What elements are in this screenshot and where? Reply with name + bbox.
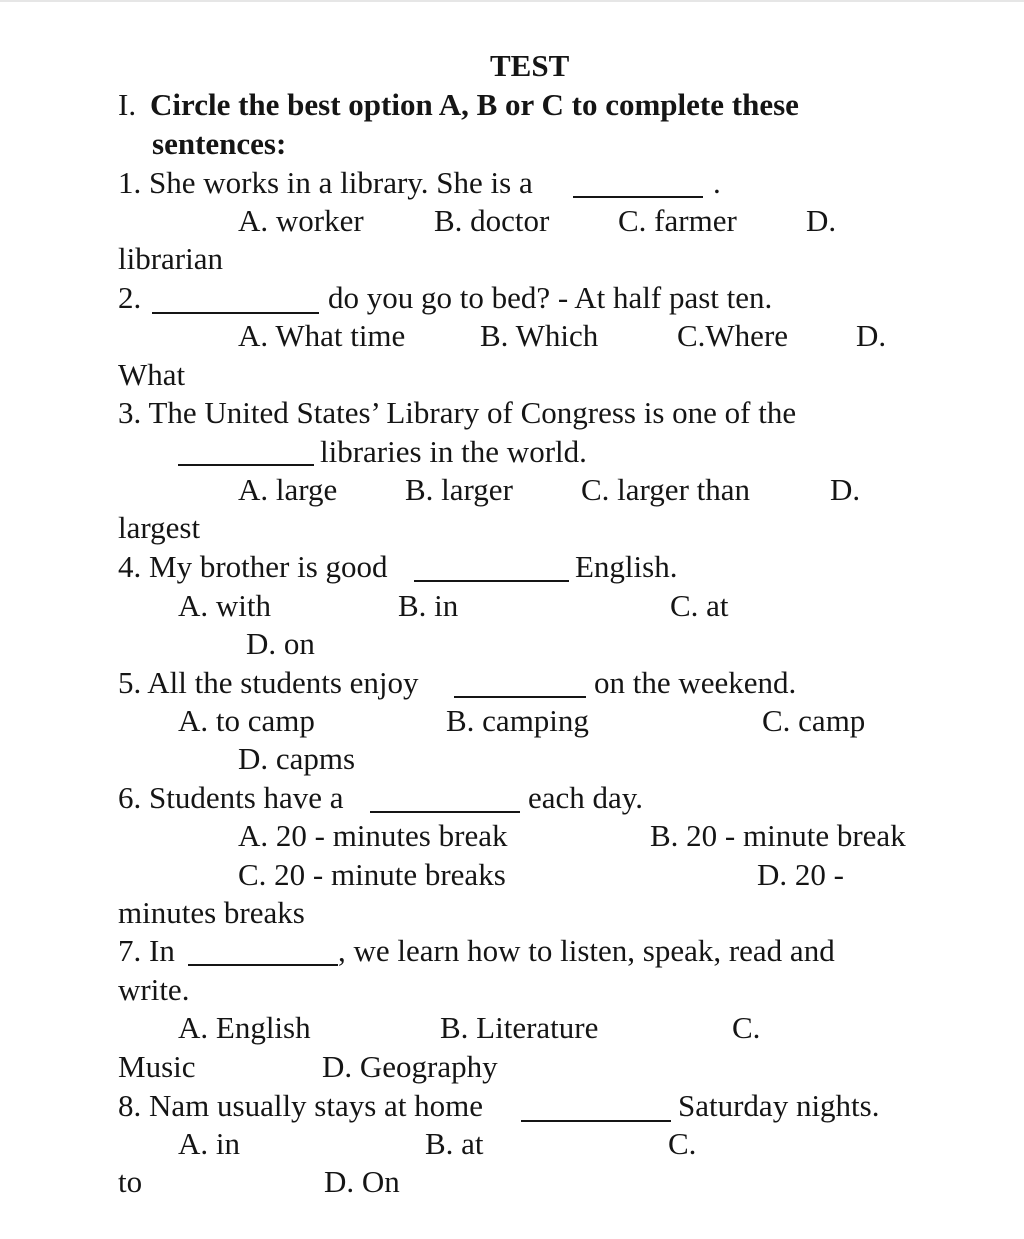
answer-blank[interactable] [188,964,338,966]
question-stem-cont: write. [118,972,190,1007]
option-d[interactable]: D. capms [238,741,356,776]
question-stem: 7. In [118,933,175,968]
option-c-text[interactable]: Music [118,1049,196,1084]
option-d[interactable]: D. [856,318,887,353]
option-c[interactable]: C. at [670,588,729,623]
option-d[interactable]: D. On [324,1164,400,1199]
answer-blank[interactable] [178,464,314,466]
option-b[interactable]: B. in [398,588,459,623]
answer-blank[interactable] [454,696,586,698]
option-c[interactable]: C. 20 - minute breaks [238,857,506,892]
question-stem-end: on the weekend. [594,665,797,700]
section-number: I. [118,87,137,122]
question-stem: 3. The United States’ Library of Congress is one of the [118,395,797,430]
question-stem-end: do you go to bed? - At half past ten. [328,280,773,315]
option-d[interactable]: D. [806,203,837,238]
option-b[interactable]: B. at [425,1126,484,1161]
option-b[interactable]: B. Which [480,318,599,353]
option-c-text[interactable]: to [118,1164,143,1199]
page-title: TEST [490,48,570,83]
option-b[interactable]: B. camping [446,703,589,738]
question-stem: 6. Students have a [118,780,344,815]
question-stem-end: Saturday nights. [678,1088,880,1123]
option-c[interactable]: C. camp [762,703,866,738]
answer-blank[interactable] [414,580,569,582]
answer-blank[interactable] [370,811,520,813]
option-a[interactable]: A. large [238,472,338,507]
question-stem-end: libraries in the world. [320,434,587,469]
question-stem: 1. She works in a library. She is a [118,165,533,200]
option-c[interactable]: C.Where [677,318,789,353]
option-a[interactable]: A. in [178,1126,240,1161]
option-d-text[interactable]: librarian [118,241,224,276]
question-stem-end: . [713,165,721,200]
option-d-text[interactable]: What [118,357,186,392]
option-c[interactable]: C. [732,1010,761,1045]
option-c[interactable]: C. [668,1126,697,1161]
question-stem-end: each day. [528,780,644,815]
option-d-text[interactable]: minutes breaks [118,895,305,930]
option-d[interactable]: D. [830,472,861,507]
option-b[interactable]: B. doctor [434,203,550,238]
option-a[interactable]: A. What time [238,318,406,353]
section-instruction-cont: sentences: [152,126,287,161]
option-a[interactable]: A. English [178,1010,311,1045]
option-d[interactable]: D. 20 - [757,857,844,892]
answer-blank[interactable] [521,1120,671,1122]
option-d[interactable]: D. Geography [322,1049,498,1084]
option-b[interactable]: B. larger [405,472,513,507]
answer-blank[interactable] [573,196,703,198]
question-stem: 8. Nam usually stays at home [118,1088,484,1123]
option-d[interactable]: D. on [246,626,315,661]
question-stem-end: English. [575,549,678,584]
question-stem-end: , we learn how to listen, speak, read and [338,933,835,968]
question-stem: 4. My brother is good [118,549,388,584]
top-border [0,0,1024,2]
option-d-text[interactable]: largest [118,510,201,545]
option-b[interactable]: B. 20 - minute break [650,818,906,853]
section-instruction: Circle the best option A, B or C to complete these [150,87,799,122]
question-stem: 5. All the students enjoy [118,665,419,700]
option-c[interactable]: C. larger than [581,472,751,507]
option-c[interactable]: C. farmer [618,203,737,238]
option-b[interactable]: B. Literature [440,1010,599,1045]
question-stem: 2. [118,280,142,315]
option-a[interactable]: A. worker [238,203,364,238]
option-a[interactable]: A. 20 - minutes break [238,818,508,853]
option-a[interactable]: A. with [178,588,271,623]
answer-blank[interactable] [152,312,319,314]
option-a[interactable]: A. to camp [178,703,315,738]
